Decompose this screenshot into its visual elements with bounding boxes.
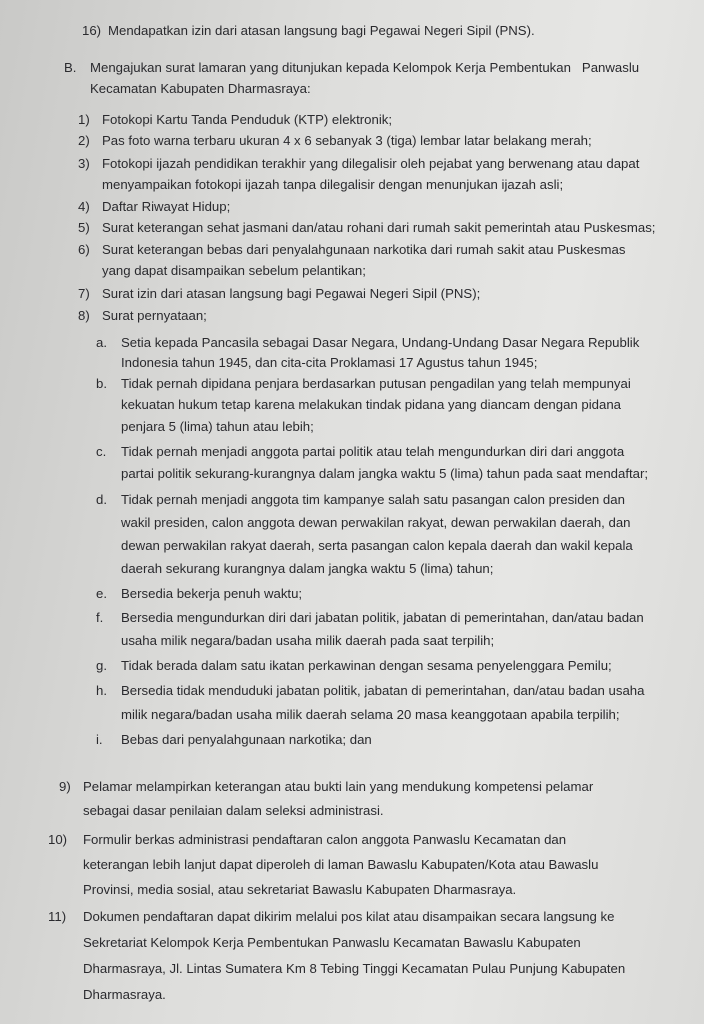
sublist-item-text: kekuatan hukum tetap karena melakukan tindak pidana yang diancam dengan pidana — [121, 397, 622, 412]
list-item-number: 10) — [48, 832, 68, 847]
list-item-text: Surat keterangan sehat jasmani dan/atau rohani dari rumah sakit pemerintah atau Puskesmas; — [102, 220, 656, 235]
section-b-line-1: Mengajukan surat lamaran yang ditunjukan kepada Kelompok Kerja Pembentukan Panwaslu — [90, 60, 640, 75]
sublist-item-letter: f. — [96, 610, 104, 625]
list-item-text: Dharmasraya, Jl. Lintas Sumatera Km 8 Tebing Tinggi Kecamatan Pulau Punjung Kabupaten — [83, 961, 626, 976]
sublist-item-text: Bersedia tidak menduduki jabatan politik, jabatan di pemerintahan, dan/atau badan usaha — [121, 683, 645, 698]
list-item-text: Provinsi, media sosial, atau sekretariat Bawaslu Kabupaten Dharmasraya. — [83, 882, 517, 897]
section-b-number: B. — [64, 60, 77, 75]
sublist-item-letter: b. — [96, 376, 107, 391]
sublist-item-letter: e. — [96, 586, 107, 601]
list-item-number: 1) — [78, 112, 90, 127]
sublist-item-text: wakil presiden, calon anggota dewan perwakilan rakyat, dewan perwakilan daerah, dan — [121, 515, 631, 530]
list-item-text: Fotokopi ijazah pendidikan terakhir yang dilegalisir oleh pejabat yang berwenang atau dapat — [102, 156, 640, 171]
list-item-number: 11) — [48, 909, 67, 924]
sublist-item-text: Setia kepada Pancasila sebagai Dasar Negara, Undang-Undang Dasar Negara Republik — [121, 335, 640, 350]
list-item-number: 2) — [78, 133, 90, 148]
sublist-item-text: daerah sekurang kurangnya dalam jangka waktu 5 (lima) tahun; — [121, 561, 494, 576]
sublist-item-text: Tidak pernah dipidana penjara berdasarkan putusan pengadilan yang telah mempunyai — [121, 376, 631, 391]
list-item-text: Sekretariat Kelompok Kerja Pembentukan Panwaslu Kecamatan Bawaslu Kabupaten — [83, 935, 581, 950]
sublist-item-text: Tidak berada dalam satu ikatan perkawinan dengan sesama penyelenggara Pemilu; — [121, 658, 612, 673]
list-item-text: keterangan lebih lanjut dapat diperoleh di laman Bawaslu Kabupaten/Kota atau Bawaslu — [83, 857, 599, 872]
list-item-text: menyampaikan fotokopi ijazah tanpa dilegalisir dengan menunjukan ijazah asli; — [102, 177, 564, 192]
item-16-number: 16) — [82, 23, 102, 38]
sublist-item-text: Bersedia bekerja penuh waktu; — [121, 586, 303, 601]
list-item-text: yang dapat disampaikan sebelum pelantikan; — [102, 263, 366, 278]
sublist-item-text: Indonesia tahun 1945, dan cita-cita Proklamasi 17 Agustus tahun 1945; — [121, 355, 538, 370]
list-item-number: 4) — [78, 199, 90, 214]
list-item-text: Daftar Riwayat Hidup; — [102, 199, 231, 214]
list-item-text: Pelamar melampirkan keterangan atau bukti lain yang mendukung kompetensi pelamar — [83, 779, 594, 794]
sublist-item-letter: g. — [96, 658, 107, 673]
list-item-number: 3) — [78, 156, 90, 171]
sublist-item-letter: i. — [96, 732, 103, 747]
list-item-text: Dokumen pendaftaran dapat dikirim melalui pos kilat atau disampaikan secara langsung ke — [83, 909, 615, 924]
list-item-text: Fotokopi Kartu Tanda Penduduk (KTP) elektronik; — [102, 112, 393, 127]
list-item-number: 5) — [78, 220, 90, 235]
sublist-item-letter: c. — [96, 444, 107, 459]
section-b-line-2: Kecamatan Kabupaten Dharmasraya: — [90, 81, 311, 96]
sublist-item-text: usaha milik negara/badan usaha milik daerah pada saat terpilih; — [121, 633, 495, 648]
list-item-text: Surat izin dari atasan langsung bagi Pegawai Negeri Sipil (PNS); — [102, 286, 481, 301]
list-item-text: Surat pernyataan; — [102, 308, 207, 323]
sublist-item-text: Tidak pernah menjadi anggota partai politik atau telah mengundurkan diri dari anggota — [121, 444, 625, 459]
sublist-item-text: Tidak pernah menjadi anggota tim kampanye salah satu pasangan calon presiden dan — [121, 492, 625, 507]
sublist-item-letter: d. — [96, 492, 107, 507]
item-16-text: Mendapatkan izin dari atasan langsung bagi Pegawai Negeri Sipil (PNS). — [108, 23, 535, 38]
sublist-item-letter: a. — [96, 335, 107, 350]
sublist-item-text: Bersedia mengundurkan diri dari jabatan politik, jabatan di pemerintahan, dan/atau badan — [121, 610, 644, 625]
sublist-item-letter: h. — [96, 683, 107, 698]
list-item-number: 7) — [78, 286, 90, 301]
sublist-item-text: partai politik sekurang-kurangnya dalam jangka waktu 5 (lima) tahun pada saat mendaftar; — [121, 466, 649, 481]
sublist-item-text: Bebas dari penyalahgunaan narkotika; dan — [121, 732, 372, 747]
list-item-number: 6) — [78, 242, 90, 257]
list-item-text: Dharmasraya. — [83, 987, 166, 1002]
list-item-number: 8) — [78, 308, 90, 323]
list-item-text: Formulir berkas administrasi pendaftaran calon anggota Panwaslu Kecamatan dan — [83, 832, 567, 847]
sublist-item-text: dewan perwakilan rakyat daerah, serta pasangan calon kepala daerah dan wakil kepala — [121, 538, 633, 553]
list-item-number: 9) — [59, 779, 71, 794]
sublist-item-text: penjara 5 (lima) tahun atau lebih; — [121, 419, 314, 434]
list-item-text: Pas foto warna terbaru ukuran 4 x 6 sebanyak 3 (tiga) lembar latar belakang merah; — [102, 133, 592, 148]
list-item-text: sebagai dasar penilaian dalam seleksi administrasi. — [83, 803, 384, 818]
sublist-item-text: milik negara/badan usaha milik daerah selama 20 masa keanggotaan apabila terpilih; — [121, 707, 620, 722]
list-item-text: Surat keterangan bebas dari penyalahgunaan narkotika dari rumah sakit atau Puskesmas — [102, 242, 626, 257]
